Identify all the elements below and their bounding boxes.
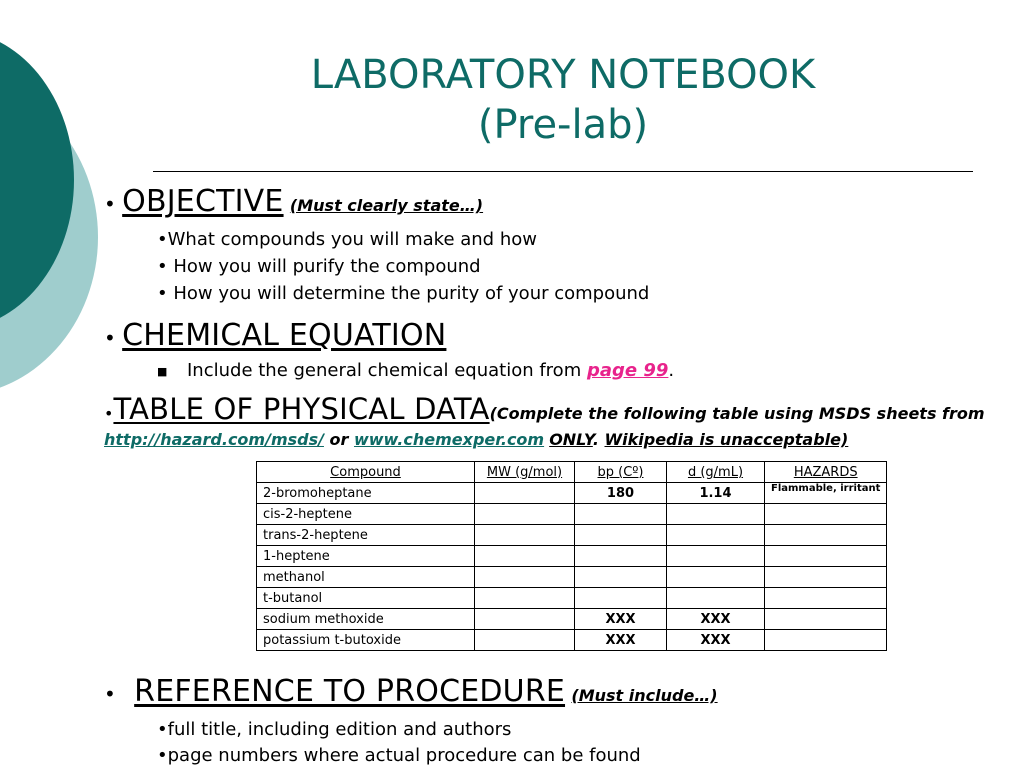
bp-cell: [575, 567, 667, 588]
physical-data-block: [104, 392, 1004, 453]
dot-text: .: [592, 430, 605, 449]
density-cell: [667, 588, 765, 609]
objective-note: (Must clearly state…): [289, 196, 484, 215]
hazard-msds-link[interactable]: http://hazard.com/msds/: [104, 430, 324, 449]
compound-cell: sodium methoxide: [257, 609, 475, 630]
density-cell: [667, 546, 765, 567]
hazards-cell: Flammable, irritant: [765, 483, 887, 504]
slide-title: [150, 50, 976, 150]
hazards-cell: [765, 504, 887, 525]
compound-cell: t-butanol: [257, 588, 475, 609]
mw-cell: [475, 504, 575, 525]
bp-cell: 180: [575, 483, 667, 504]
table-row: [257, 630, 887, 651]
compound-cell: methanol: [257, 567, 475, 588]
table-row: [257, 504, 887, 525]
reference-note: (Must include…): [571, 686, 718, 705]
only-text: ONLY: [549, 430, 593, 449]
or-text: or: [323, 430, 354, 449]
density-cell: 1.14: [667, 483, 765, 504]
reference-heading: REFERENCE TO PROCEDURE: [134, 674, 566, 709]
compound-cell: 2-bromoheptane: [257, 483, 475, 504]
objective-item: •What compounds you will make and how: [157, 229, 537, 250]
equation-bullet-row: [104, 320, 446, 354]
compound-cell: cis-2-heptene: [257, 504, 475, 525]
equation-text: Include the general chemical equation from: [187, 360, 587, 381]
objective-item: • How you will determine the purity of your compound: [157, 283, 650, 304]
compound-cell: trans-2-heptene: [257, 525, 475, 546]
column-header: bp (Cº): [575, 462, 667, 483]
bullet-glyph: •: [104, 192, 116, 216]
table-row: [257, 483, 887, 504]
column-header: d (g/mL): [667, 462, 765, 483]
compound-cell: 1-heptene: [257, 546, 475, 567]
bullet-glyph: •: [104, 404, 114, 423]
table-row: [257, 588, 887, 609]
table-row: [257, 609, 887, 630]
mw-cell: [475, 588, 575, 609]
hazards-cell: [765, 609, 887, 630]
equation-heading: CHEMICAL EQUATION: [122, 318, 447, 353]
reference-bullet-row: [104, 676, 718, 712]
physical-data-table: [256, 461, 887, 651]
hazards-cell: [765, 546, 887, 567]
column-header: HAZARDS: [765, 462, 887, 483]
table-row: [257, 567, 887, 588]
density-cell: XXX: [667, 609, 765, 630]
objective-item: • How you will purify the compound: [157, 256, 481, 277]
reference-item: •page numbers where actual procedure can be found: [157, 745, 641, 766]
mw-cell: [475, 483, 575, 504]
bullet-glyph: •: [104, 326, 116, 350]
density-cell: XXX: [667, 630, 765, 651]
density-cell: [667, 504, 765, 525]
bp-cell: [575, 525, 667, 546]
physical-data-heading: TABLE OF PHYSICAL DATA: [113, 392, 490, 426]
equation-suffix: .: [668, 360, 675, 381]
compound-cell: potassium t-butoxide: [257, 630, 475, 651]
column-header: Compound: [257, 462, 475, 483]
reference-item: •full title, including edition and authors: [157, 719, 512, 740]
mw-cell: [475, 609, 575, 630]
page-99-link[interactable]: page 99: [586, 360, 669, 381]
table-row: [257, 525, 887, 546]
bp-cell: [575, 504, 667, 525]
table-row: [257, 546, 887, 567]
bp-cell: [575, 546, 667, 567]
square-bullet-icon: ■: [157, 364, 168, 378]
physical-data-note: (Complete the following table using MSDS sheets from: [489, 404, 985, 423]
chemexper-link[interactable]: www.chemexper.com: [353, 430, 545, 449]
title-divider: [153, 171, 973, 172]
wikipedia-note: Wikipedia is unacceptable): [604, 430, 849, 449]
bullet-glyph: •: [104, 682, 116, 706]
hazards-cell: [765, 567, 887, 588]
mw-cell: [475, 567, 575, 588]
mw-cell: [475, 546, 575, 567]
bp-cell: XXX: [575, 630, 667, 651]
density-cell: [667, 567, 765, 588]
column-header: MW (g/mol): [475, 462, 575, 483]
title-line-1: LABORATORY NOTEBOOK: [310, 52, 816, 98]
hazards-cell: [765, 630, 887, 651]
equation-item: [157, 357, 674, 385]
objective-heading: OBJECTIVE: [122, 184, 284, 219]
hazards-cell: [765, 588, 887, 609]
title-line-2: (Pre-lab): [477, 102, 649, 148]
bp-cell: XXX: [575, 609, 667, 630]
objective-bullet-row: [104, 186, 483, 222]
table-header-row: [257, 462, 887, 483]
mw-cell: [475, 630, 575, 651]
density-cell: [667, 525, 765, 546]
bp-cell: [575, 588, 667, 609]
mw-cell: [475, 525, 575, 546]
hazards-cell: [765, 525, 887, 546]
